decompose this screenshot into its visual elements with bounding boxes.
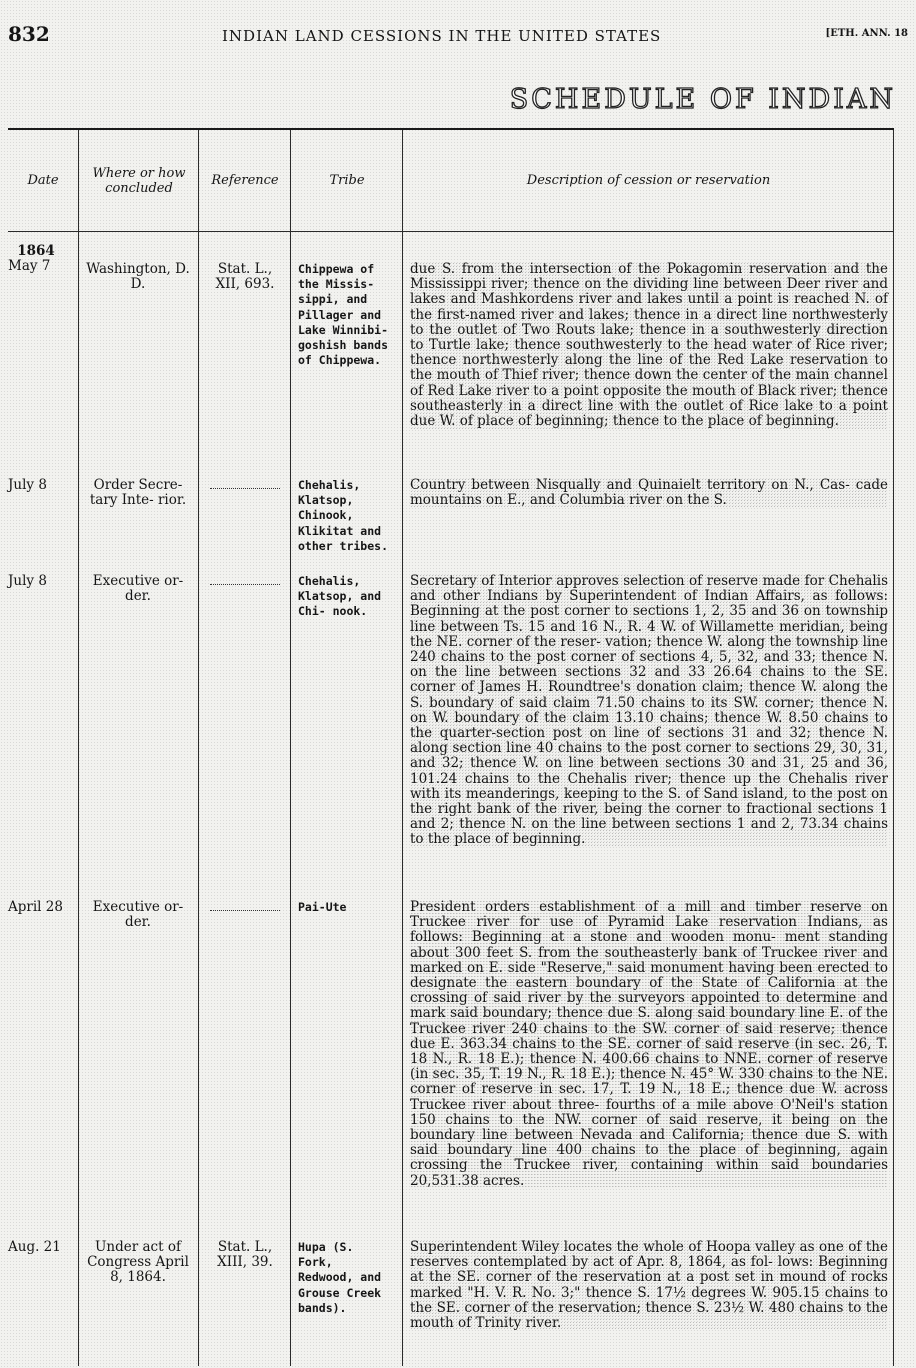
description-cell: President orders establishment of a mill and timber reserve on Truckee river for use of Pyramid Lake reservation Indians, as follows: Beginning at a stone and wooden monu- ment standing about 300 feet S. from the southeasterly bank of Truckee river and marked on E. side "Reserve," said monument having been erected to designate the eastern boundary of the State of California at the crossing of said river by the surveyors appointed to determine and mark said boundary; thence due S. along said boundary line E. of the Truckee river 240 chains to the SW. corner of said reserve; thence due E. 363.34 chains to the SE. corner of said reserve (in sec. 26, T. 18 N., R. 18 E.); thence N. 400.66 chains to NNE. corner of reserve (in sec. 35, T. 19 N., R. 18 E.); thence N. 45° W. 330 chains to the NE. corner of reserve in sec. 17, T. 19 N., 18 E.; thence due W. across Truckee river about three- fourths of a mile above O'Neil's station 150 chains to the NW. corner of said reserve, it being on the boundary line between Nevada and California; thence due S. with said boundary line 400 chains to the place of beginning, again crossing the Truckee river, containing within said boundaries 20,531.38 acres.: [410, 899, 888, 1189]
date-cell: [8, 244, 74, 274]
date-label: July 8: [8, 477, 47, 493]
tribe-cell: Hupa (S. Fork, Redwood, and Grouse Creek bands).: [298, 1240, 382, 1315]
header-date: Date: [27, 173, 59, 188]
header-rule: [8, 231, 894, 232]
where-cell: Order Secre- tary Inte- rior.: [89, 477, 187, 509]
where-cell: Executive or- der.: [92, 573, 184, 605]
where-cell: Washington, D. D.: [86, 261, 190, 293]
header-reference: Reference: [211, 173, 279, 188]
date-label: May 7: [8, 258, 51, 275]
dotted-leader: [210, 478, 280, 489]
running-note: [ETH. ANN. 18: [825, 28, 908, 39]
where-cell: Under act of Congress April 8, 1864.: [87, 1239, 189, 1286]
reference-cell: Stat. L., XIII, 39.: [217, 1239, 273, 1271]
where-cell: Executive or- der.: [92, 899, 184, 931]
tribe-cell: Chehalis, Klatsop, Chinook, Klikitat and other tribes.: [298, 478, 389, 553]
column-divider: [290, 130, 291, 1366]
tribe-cell: Chehalis, Klatsop, and Chi- nook.: [298, 574, 382, 619]
column-divider: [198, 130, 199, 1366]
reference-cell: [204, 574, 286, 589]
column-divider: [402, 130, 403, 1366]
reference-cell: Stat. L., XII, 693.: [215, 261, 275, 293]
description-cell: Superintendent Wiley locates the whole of Hoopa valley as one of the reserves contemplated by act of Apr. 8, 1864, as fol- lows: Beginning at the SE. corner of the reservation at a post set in mound of rocks marked "H. V. R. No. 3;" thence S. 17½ degrees W. 905.15 chains to the SE. corner of the reservation; thence S. 23½ W. 480 chains to the mouth of Trinity river.: [410, 1239, 888, 1332]
description-cell: due S. from the intersection of the Pokagomin reservation and the Mississippi river; thence on the dividing line between Deer river and lakes and Mashkordens river and lakes until a point is reached N. of the first-named river and lakes; thence in a direct line northwesterly to the outlet of Two Routs lake; thence in a southwesterly direction to Turtle lake; thence southwesterly to the head water of Rice river; thence northwesterly along the line of the Red Lake reservation to the mouth of Thief river; thence down the center of the main channel of Red Lake river to a point opposite the mouth of Black river; thence southeasterly in a direct line with the outlet of Rice lake to a point due W. of place of beginning; thence to the place of beginning.: [410, 261, 888, 430]
dotted-leader: [210, 574, 280, 585]
running-head: [8, 22, 908, 48]
date-label: April 28: [8, 899, 63, 915]
reference-cell: [204, 900, 286, 915]
schedule-title: SCHEDULE OF INDIAN: [509, 84, 896, 115]
description-cell: Secretary of Interior approves selection of reserve made for Chehalis and other Indians by Superintendent of Indian Affairs, as follows: Beginning at the post corner to sections 1, 2, 35 and 36 on township line between Ts. 15 and 16 N., R. 4 W. of Willamette meridian, being the NE. corner of the reser- vation; thence W. along the township line 240 chains to the post corner of sections 4, 5, 32, and 33; thence N. on the line between sections 32 and 33 26.64 chains to the SE. corner of James H. Roundtree's donation claim; thence W. along the S. boundary of said claim 71.50 chains to its SW. corner; thence N. on W. boundary of the claim 13.10 chains; thence W. 8.50 chains to the quarter-section post on line of sections 31 and 32; thence N. along section line 40 chains to the post corner to sections 29, 30, 31, and 32; thence W. on line between sections 30 and 31, 25 and 36, 101.24 chains to the Chehalis river; thence up the Chehalis river with its meanderings, keeping to the S. of Sand island, to the post on the right bank of the river, being the corner to fractional sections 1 and 2; thence N. on the line between sections 1 and 2, 73.34 chains to the place of beginning.: [410, 573, 888, 848]
header-tribe: Tribe: [329, 173, 365, 188]
reference-cell: [204, 478, 286, 493]
dotted-leader: [210, 900, 280, 911]
schedule-table: [8, 128, 894, 1366]
header-description: Description of cession or reservation: [526, 173, 771, 188]
date-label: Aug. 21: [8, 1239, 61, 1255]
tribe-cell: Pai-Ute: [298, 900, 347, 914]
year-label: 1864: [17, 243, 55, 259]
header-where: Where or how concluded: [92, 165, 186, 196]
page-number: 832: [8, 22, 50, 46]
column-divider: [893, 130, 894, 1366]
column-divider: [78, 130, 79, 1366]
tribe-cell: Chippewa of the Missis- sippi, and Pillager and Lake Winnibi- goshish bands of Chippewa.: [298, 262, 389, 368]
running-title: INDIAN LAND CESSIONS IN THE UNITED STATES: [222, 27, 662, 45]
description-cell: Country between Nisqually and Quinaielt territory on N., Cas- cade mountains on E., and Columbia river on the S.: [410, 477, 888, 509]
date-label: July 8: [8, 573, 47, 589]
